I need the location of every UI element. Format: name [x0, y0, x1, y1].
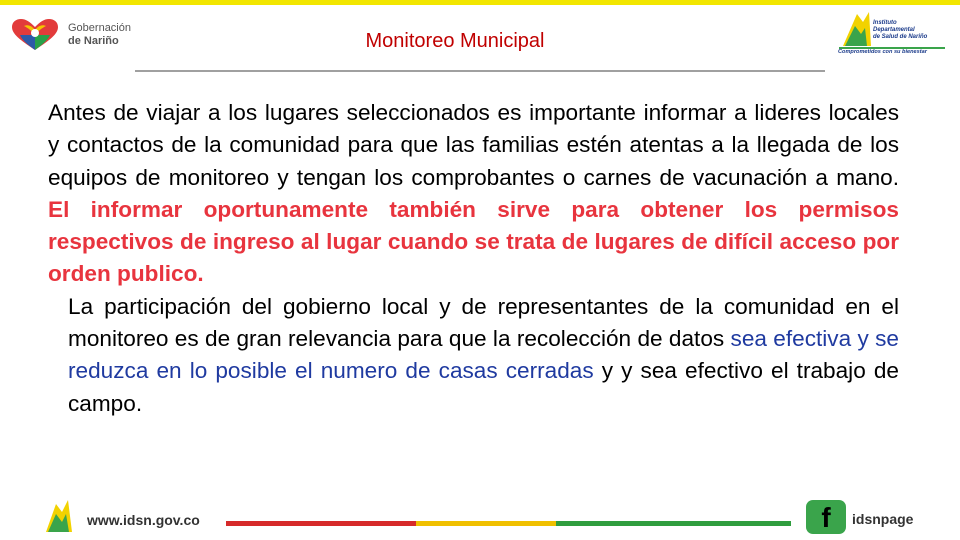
p2-end: y y sea efectivo el trabajo de campo.: [68, 358, 899, 416]
p1-text: Antes de viajar a los lugares seleccionados es importante informar a lideres locales y contactos de la comunidad para que las familias estén atentas a la llegada de los equipos de monitoreo y tengan los comprobantes o carnes de vacunación a mano.: [48, 100, 899, 190]
gob-line1: Gobernación: [68, 22, 131, 34]
p2-text: La participación del gobierno local y de representantes de la comunidad en el monitoreo es de gran relevancia para que la recolección de datos: [68, 293, 899, 352]
footer-color-bar: [226, 521, 791, 526]
top-accent-bar: [0, 0, 960, 5]
paragraph-1: [48, 97, 899, 291]
website-link[interactable]: www.idsn.gov.co: [87, 512, 200, 528]
page-title: Monitoreo Municipal: [365, 30, 545, 52]
idsn-logo: [835, 8, 950, 58]
paragraph-2: [48, 291, 899, 420]
p2-highlight: sea efectiva y se reduzca en lo posible el numero de casas cerradas: [68, 326, 899, 384]
idsn-line3: de Salud de Nariño: [873, 34, 928, 40]
facebook-icon[interactable]: f: [806, 500, 846, 534]
idsn-name: [873, 20, 927, 41]
footer-bar-yellow: [416, 521, 556, 526]
idsn-line2: Departamental: [873, 27, 915, 33]
main-text: [48, 97, 899, 420]
facebook-handle[interactable]: idsnpage: [852, 511, 914, 527]
idsn-line1: Instituto: [873, 20, 897, 26]
idsn-slogan: Comprometidos con su bienestar: [838, 49, 927, 55]
footer-bar-red: [226, 521, 416, 526]
idsn-footer-logo-icon: [42, 498, 82, 534]
p1-highlight: El informar oportunamente también sirve para obtener los permisos respectivos de ingreso al lugar cuando se trata de lugares de difícil acceso por orden publico.: [48, 196, 899, 287]
footer-bar-green: [556, 521, 791, 526]
gob-line2: de Nariño: [68, 35, 119, 47]
title-underline: [135, 70, 825, 72]
